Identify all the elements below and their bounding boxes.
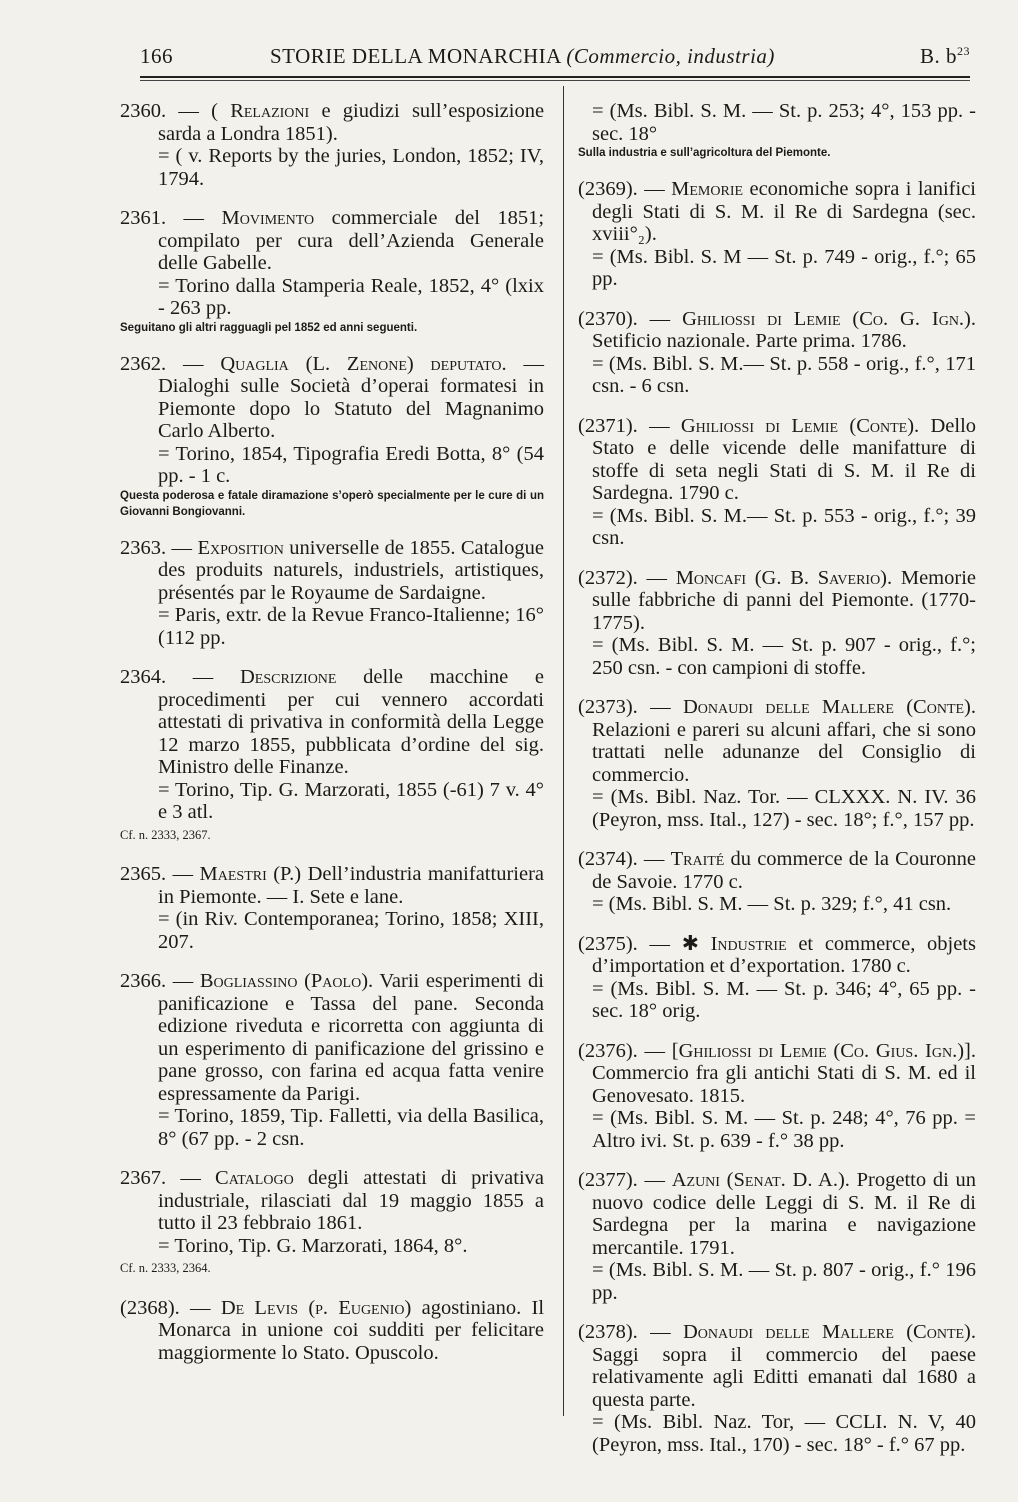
entry-number: 2367. — — [120, 1167, 201, 1189]
entry-author: Quaglia (L. Zenone) deputato. — — [220, 352, 544, 375]
entry-title: degli attestati di privativa industriale, rilasciati dal 19 maggio 1855 a tutto il 23 febbraio 1861. — [158, 1167, 545, 1234]
entry-author: ✱ Industrie — [681, 932, 787, 955]
signature-mark — [920, 44, 970, 69]
entry-title: universelle de 1855. Catalogue des produits naturels, industriels, artistiques, présentés par le Royaume de Sardaigne. — [158, 536, 544, 604]
entry-publication: = (Ms. Bibl. Naz. Tor, — CCLI. N. V, 40 (Peyron, mss. Ital., 170) - sec. 18° - f.° 67 pp. — [592, 1411, 976, 1456]
entry-author: ( Relazioni — [211, 100, 310, 122]
entry-body — [120, 537, 544, 605]
entry-note: Questa poderosa e fatale diramazione s’operò specialmente per le cure di un Giovanni Bongiovanni. — [120, 489, 544, 518]
column-divider — [563, 86, 564, 1416]
entry-author: Memorie — [671, 178, 744, 200]
entry-title: Saggi sopra il commercio del paese relativamente agli Editti emanati dal 1680 a questa parte. — [592, 1343, 976, 1411]
entry-body — [578, 1040, 976, 1108]
entry-author: Bogliassino (Paolo). — [199, 970, 374, 992]
entry-number: 2366. — — [120, 970, 194, 992]
entry-body — [120, 666, 544, 779]
entry-body — [120, 100, 544, 145]
entry-body — [578, 696, 976, 786]
catalog-entry — [120, 207, 544, 336]
running-title-italic: (Commercio, industria) — [566, 44, 775, 68]
entry-note: Sulla industria e sull’agricoltura del Piemonte. — [578, 147, 831, 159]
entry-title: Relazioni e pareri su alcuni affari, che si sono trattati nelle adunanze del Consiglio di commercio. — [592, 718, 976, 786]
entry-publication: = Torino, 1859, Tip. Falletti, via della Basilica, 8° (67 pp. - 2 csn. — [158, 1105, 544, 1150]
entry-body — [120, 353, 544, 443]
entry-author: Ghiliossi di Lemie (Co. G. Ign.). — [682, 307, 977, 330]
catalog-entry — [120, 537, 544, 650]
entry-number: 2363. — — [120, 536, 193, 559]
signature-number: 23 — [957, 44, 970, 58]
entry-title: et commerce, objets d’importation et d’exportation. 1780 c. — [592, 932, 976, 977]
entry-author: Donaudi delle Mallere (Conte). — [682, 1321, 976, 1343]
entry-body — [578, 415, 976, 505]
entry-body — [578, 308, 976, 353]
entry-author: Movimento — [221, 207, 315, 229]
entry-title: delle macchine e procedimenti per cui vennero accordati attestati di privativa in conformità della Legge 12 marzo 1855, pubblicata d’ordine del sig. Ministro delle Finanze. — [158, 666, 544, 778]
catalog-entry — [120, 863, 544, 953]
page-header — [140, 44, 970, 74]
entry-title: Progetto di un nuovo codice delle Leggi di S. M. il Re di Sardegna per la marina e navigazione mercantile. 1791. — [592, 1169, 976, 1259]
entry-author: De Levis (p. Eugenio) — [220, 1296, 412, 1319]
entry-body — [120, 207, 544, 275]
entry-title: Dialoghi sulle Società d’operai formatesi in Piemonte dopo lo Statuto del Magnanimo Carlo Alberto. — [158, 375, 544, 442]
entry-publication: = (Ms. Bibl. S. M. — St. p. 329; f.°, 41 csn. — [592, 893, 952, 915]
catalog-entry — [120, 666, 544, 846]
entry-number: (2377). — — [578, 1169, 665, 1191]
entry-title: economiche sopra i lanifici degli Stati di S. M. il Re di Sardegna (sec. xviii°₂). — [592, 178, 976, 245]
catalog-entry — [578, 1040, 976, 1153]
entry-number: (2369). — — [578, 178, 665, 200]
catalog-entry — [578, 1321, 976, 1456]
entry-title: du commerce de la Couronne de Savoie. 1770 c. — [592, 848, 977, 893]
entry-body — [578, 848, 976, 893]
entry-publication: = (Ms. Bibl. S. M.— St. p. 558 - orig., f.°, 171 csn. - 6 csn. — [592, 352, 976, 397]
entry-number: (2371). — — [578, 414, 670, 437]
entry-note: Seguitano gli altri ragguagli pel 1852 ed anni seguenti. — [120, 321, 418, 334]
entry-publication: = (Ms. Bibl. S. M. — St. p. 907 - orig., f.°; 250 csn. - con campioni di stoffe. — [592, 634, 976, 679]
catalog-entry — [578, 567, 976, 680]
entry-author: Moncafi (G. B. Saverio). — [675, 566, 893, 589]
entry-number: (2370). — — [578, 307, 671, 330]
catalog-entry — [120, 100, 544, 190]
entry-body — [120, 1297, 544, 1365]
entry-author: [Ghiliossi di Lemie (Co. Gius. Ign.)]. — [671, 1039, 977, 1062]
entry-crossref: Cf. n. 2333, 2367. — [120, 827, 211, 842]
signature-letter: B. b — [919, 44, 957, 68]
entry-body — [120, 970, 544, 1105]
entry-publication: = Torino, Tip. G. Marzorati, 1855 (-61) 7 v. 4° e 3 atl. — [158, 778, 544, 823]
entry-publication: = (Ms. Bibl. S. M. — St. p. 248; 4°, 76 pp. = Altro ivi. St. p. 639 - f.° 38 pp. — [592, 1107, 976, 1152]
catalog-entry — [120, 970, 544, 1150]
entry-publication: = (Ms. Bibl. Naz. Tor. — CLXXX. N. IV. 36 (Peyron, mss. Ital., 127) - sec. 18°; f.°, 157 pp. — [592, 786, 976, 831]
entry-title: Commercio fra gli antichi Stati di S. M. ed il Genovesato. 1815. — [592, 1062, 976, 1107]
entry-number: (2372). — — [578, 566, 667, 589]
entry-author: Maestri (P.) — [199, 863, 302, 885]
entry-number: 2362. — — [120, 352, 204, 375]
entry-author: Descrizione — [240, 666, 337, 688]
catalog-entry — [120, 1297, 544, 1365]
entry-publication: = Torino, 1854, Tipografia Eredi Botta, 8° (54 pp. - 1 c. — [158, 442, 544, 487]
entry-number: (2376). — — [578, 1039, 666, 1062]
entry-body — [578, 178, 976, 246]
header-rule-thin — [140, 80, 970, 81]
page-number: 166 — [140, 44, 173, 68]
catalog-entry — [578, 696, 976, 831]
catalog-entry — [578, 415, 976, 550]
entry-publication: = (Ms. Bibl. S. M.— St. p. 553 - orig., f.°; 39 csn. — [592, 504, 976, 549]
entry-title: agostiniano. Il Monarca in unione coi sudditi per felicitare maggiormente lo Stato. Opuscolo. — [158, 1296, 545, 1364]
entry-publication: = (Ms. Bibl. S. M — St. p. 749 - orig., f.°; 65 pp. — [592, 245, 976, 290]
entry-title: commerciale del 1851; compilato per cura dell’Azienda Generale delle Gabelle. — [158, 207, 545, 274]
entry-publication: = ( v. Reports by the juries, London, 1852; IV, 1794. — [158, 145, 544, 190]
catalog-entry — [120, 353, 544, 520]
catalog-entry — [578, 1169, 976, 1304]
entry-publication: = Paris, extr. de la Revue Franco-Italienne; 16° (112 pp. — [158, 604, 544, 649]
entry-number: (2378). — — [578, 1321, 671, 1343]
entry-body — [120, 863, 544, 908]
entry-number: (2368). — — [120, 1296, 211, 1319]
entry-title: e giudizi sull’esposizione sarda a Londra 1851). — [158, 100, 545, 145]
entry-author: Azuni (Senat. D. A.). — [671, 1169, 850, 1191]
header-rule-thick — [140, 76, 970, 78]
entry-author: Exposition — [197, 536, 284, 559]
entry-number: (2373). — — [578, 696, 671, 718]
entry-body — [578, 933, 976, 978]
entry-publication: = (Ms. Bibl. S. M. — St. p. 807 - orig., f.° 196 pp. — [592, 1259, 976, 1304]
entry-number: 2364. — — [120, 666, 214, 688]
catalog-entry — [120, 1167, 544, 1280]
catalog-entry — [578, 178, 976, 291]
entry-author: Traité — [670, 848, 725, 870]
entry-number: (2375). — — [578, 932, 670, 955]
entry-body — [578, 567, 976, 635]
entry-title: Setificio nazionale. Parte prima. 1786. — [592, 330, 907, 352]
entry-author: Ghiliossi di Lemie (Conte). — [680, 414, 920, 437]
catalog-entry — [578, 100, 976, 161]
entry-number: 2360. — — [120, 100, 199, 122]
catalog-entry — [578, 848, 976, 916]
entry-number: 2361. — — [120, 207, 205, 229]
entry-body — [578, 1169, 976, 1259]
running-title — [270, 44, 775, 69]
entry-body — [120, 1167, 544, 1235]
entry-author: Donaudi delle Mallere (Conte). — [682, 696, 976, 718]
running-title-main: STORIE DELLA MONARCHIA — [270, 44, 561, 68]
entry-publication: = (Ms. Bibl. S. M. — St. p. 346; 4°, 65 pp. - sec. 18° orig. — [592, 977, 976, 1022]
catalog-entry — [578, 308, 976, 398]
entry-title: Varii esperimenti di panificazione e Tassa del pane. Seconda edizione riveduta e ricorretta con aggiunta di un esperimento di panificazione del grissino e pane grosso, con farina ed acqua fatta venire espressamente da Parigi. — [158, 970, 544, 1105]
catalog-entry — [578, 933, 976, 1023]
entry-title: Dell’industria manifatturiera in Piemonte. — I. Sete e lane. — [158, 863, 544, 908]
entry-author: Catalogo — [215, 1167, 294, 1189]
entry-title: Memorie sulle fabbriche di panni del Piemonte. (1770-1775). — [592, 566, 976, 634]
entry-body — [578, 1321, 976, 1411]
entry-number: 2365. — — [120, 863, 194, 885]
entry-title: Dello Stato e delle vicende delle manifatture di stoffe di seta negli Stati di S. M. il Re di Sardegna. 1790 c. — [592, 414, 977, 504]
entry-crossref: Cf. n. 2333, 2364. — [120, 1261, 211, 1275]
right-column — [578, 100, 976, 1473]
entry-publication: = Torino, Tip. G. Marzorati, 1864, 8°. — [158, 1234, 468, 1257]
entry-publication: = (in Riv. Contemporanea; Torino, 1858; XIII, 207. — [158, 908, 544, 953]
entry-publication: = Torino dalla Stamperia Reale, 1852, 4° (lxix - 263 pp. — [158, 274, 544, 319]
left-column — [120, 100, 544, 1381]
entry-publication: = (Ms. Bibl. S. M. — St. p. 253; 4°, 153 pp. - sec. 18° — [592, 100, 976, 145]
entry-number: (2374). — — [578, 848, 665, 870]
